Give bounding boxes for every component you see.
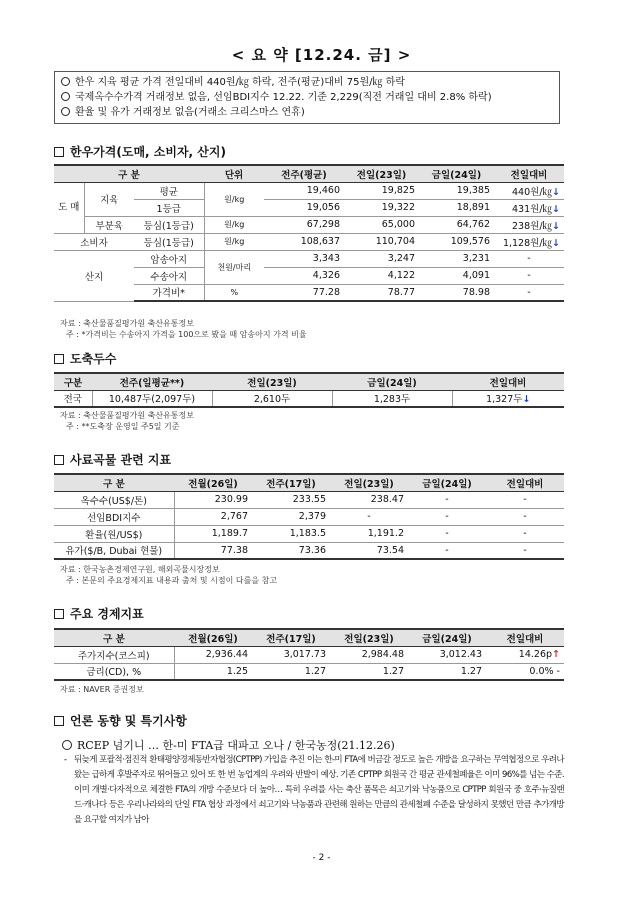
table-row: 선임BDI지수 2,767 2,379 - - - (54, 508, 564, 525)
arrow-down-icon: ↓ (552, 220, 560, 232)
summary-item: 환율 및 유가 거래정보 없음(거래소 크리스마스 연휴) (61, 105, 553, 120)
slaughter-table: 구분 전주(일평균**) 전일(23일) 금일(24일) 전일대비 전국 10,487두(2,097두) 2,610두 1,283두 1,327두↓ (54, 372, 564, 408)
header-prev-day: 전일(23일) (344, 165, 419, 182)
source-note: 자료 : 한국농촌경제연구원, 해외곡물시장정보 (60, 565, 220, 574)
feed-table: 구 분 전월(26일) 전주(17일) 전일(23일) 금일(24일) 전일대비 옥수수(US$/톤) 230.99 233.55 238.47 - - 선임BDI지수 2,767 2,379 - - - 환율(원/US$) 1,189.7 1,183.5 1,191.2 - - 유가($/B, Dubai 현물) 77.38 73.36 73.54 - - (54, 473, 564, 560)
section-heading-feed: 사료곡물 관련 지표 (54, 451, 171, 468)
summary-box (54, 71, 560, 124)
carcass-label: 지육 (84, 182, 134, 216)
table-row: 소비자 등심(1등급) 원/kg 108,637 110,704 109,576 1,128원/㎏↓ (54, 233, 564, 250)
source-note: 자료 : NAVER 증권정보 (60, 685, 144, 694)
news-body (64, 753, 564, 828)
wholesale-label: 도 매 (54, 182, 84, 233)
footnote: 주 : *가격비는 수송아지 가격을 100으로 봤을 때 암송아지 가격 비율 (66, 330, 307, 339)
circle-bullet-icon (61, 107, 70, 116)
news-headline: RCEP 넘기니 … 한-미 FTA급 대파고 오나 / 한국농정(21.12.26) (62, 737, 395, 753)
source-note: 자료 : 축산물품질평가원 축산유통정보 (60, 411, 194, 420)
table-row: 가격비* % 77.28 78.77 78.98 - (54, 284, 564, 301)
hanwoo-price-table (54, 164, 564, 302)
arrow-down-icon: ↓ (522, 394, 531, 406)
news-paragraph: 뒤늦게 포괄적·점진적 환태평양경제동반자협정(CPTPP) 가입을 추진 이는 한-미 FTA에 버금갈 정도로 높은 개방을 요구하는 무역협정으로 우려나왔는 급하게 후발주자로 뛰어들고 있어 또 한 번 농업계의 우려와 반발이 예상. 기존 CPTPP 회원국 간 평균 관세철폐율은 이미 96%를 넘는 수준. 이미 개별·다자적으로 체결한 FTA의 개방 수준보다 더 높아… 특히 우려를 사는 축산 품목은 쇠고기와 낙농품으로 CPTPP 회원국 중 호주·뉴질랜드·캐나다 등은 우리나라와의 단일 FTA 협상 과정에서 쇠고기와 낙농품과 관련해 원하는 만큼의 관세철폐 수준을 달성하지 못했던 만큼 추가개방을 요구할 여지가 남아 (74, 755, 564, 825)
section-heading-hanwoo: 한우가격(도매, 소비자, 산지) (54, 143, 226, 160)
table-row: 도 매 지육 평균 원/kg 19,460 19,825 19,385 440원/㎏↓ (54, 182, 564, 199)
header-today: 금일(24일) (419, 165, 494, 182)
header-prev-week: 전주(평균) (264, 165, 344, 182)
summary-item: 한우 지육 평균 가격 전일대비 440원/㎏ 하락, 전주(평균)대비 75원/㎏ 하락 (61, 75, 553, 90)
table-row: 전국 10,487두(2,097두) 2,610두 1,283두 1,327두↓ (54, 390, 564, 407)
page-title: < 요 약 [12.24. 금] > (231, 46, 412, 64)
square-bullet-icon (54, 147, 64, 157)
table-row: 부분육 등심(1등급) 원/kg 67,298 65,000 64,762 238원/㎏↓ (54, 216, 564, 233)
arrow-down-icon: ↓ (552, 237, 560, 249)
table-row: 옥수수(US$/톤) 230.99 233.55 238.47 - - (54, 491, 564, 508)
circle-bullet-icon (61, 92, 70, 101)
summary-item: 국제옥수수가격 거래정보 없음, 선임BDI지수 12.22. 기준 2,229(직전 거래일 대비 2.8% 하락) (61, 90, 553, 105)
square-bullet-icon (54, 716, 64, 726)
circle-bullet-icon (61, 77, 70, 86)
footnote: 주 : 본문의 주요경제지표 내용과 출처 및 시점이 다를을 참고 (66, 576, 278, 585)
source-note: 자료 : 축산물품질평가원 축산유통정보 (60, 319, 194, 328)
section-heading-news: 언론 동향 및 특기사항 (54, 712, 187, 729)
circle-bullet-icon (62, 740, 72, 750)
section-heading-slaughter: 도축두수 (54, 350, 116, 367)
square-bullet-icon (54, 354, 64, 364)
table-row: 1등급 19,056 19,322 18,891 431원/㎏↓ (54, 199, 564, 216)
section-heading-econ: 주요 경제지표 (54, 605, 144, 622)
table-row: 수송아지 4,326 4,122 4,091 - (54, 267, 564, 284)
arrow-down-icon: ↓ (552, 186, 560, 198)
square-bullet-icon (54, 455, 64, 465)
header-unit: 단위 (204, 165, 264, 182)
header-category: 구 분 (54, 165, 204, 182)
table-row: 유가($/B, Dubai 현물) 77.38 73.36 73.54 - - (54, 542, 564, 559)
econ-table: 구 분 전월(26일) 전주(17일) 전일(23일) 금일(24일) 전일대비 주가지수(코스피) 2,936.44 3,017.73 2,984.48 3,012.43 14.26p↑ 금리(CD), % 1.25 1.27 1.27 1.27 0.0% - (54, 628, 564, 681)
footnote: 주 : **도축장 운영일 주5일 기준 (66, 422, 180, 431)
table-row: 금리(CD), % 1.25 1.27 1.27 1.27 0.0% - (54, 663, 564, 680)
header-change: 전일대비 (494, 165, 564, 182)
page-number: - 2 - (312, 853, 331, 863)
table-row: 산지 암송아지 천원/마리 3,343 3,247 3,231 - (54, 250, 564, 267)
dash-bullet: - (64, 755, 67, 765)
square-bullet-icon (54, 609, 64, 619)
table-row: 주가지수(코스피) 2,936.44 3,017.73 2,984.48 3,012.43 14.26p↑ (54, 646, 564, 663)
table-row: 환율(원/US$) 1,189.7 1,183.5 1,191.2 - - (54, 525, 564, 542)
arrow-up-icon: ↑ (552, 649, 560, 660)
arrow-down-icon: ↓ (552, 203, 560, 215)
